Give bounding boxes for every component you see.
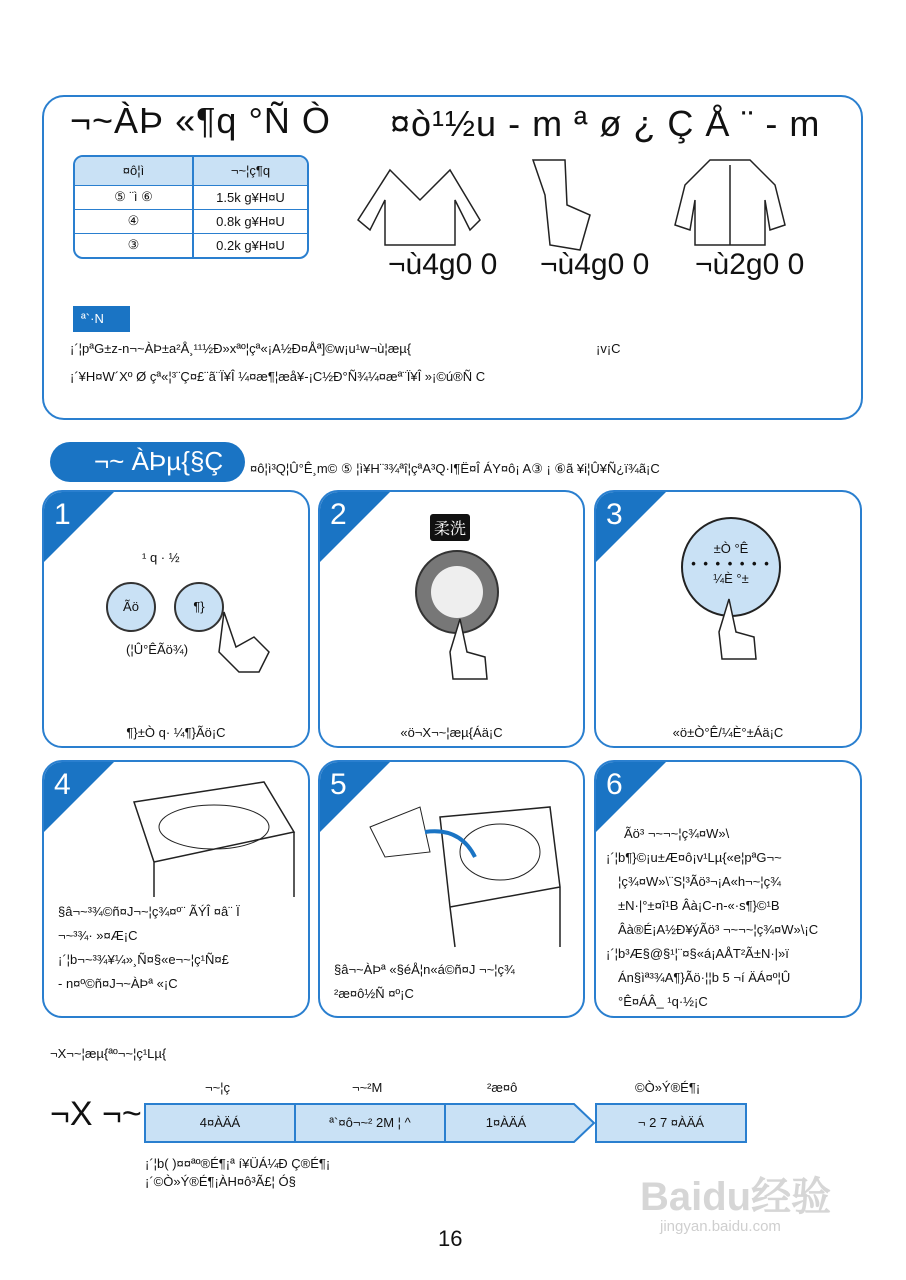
page-number: 16 bbox=[438, 1226, 463, 1251]
step-number: 4 bbox=[54, 768, 71, 801]
table-cell: ④ bbox=[75, 209, 193, 233]
table-header: ¤ô¦ì bbox=[75, 157, 193, 185]
step-text: Âà®É¡A½Ð¥ýÃö³ ¬~¬~¦ç¾¤W»\¡C bbox=[618, 922, 819, 937]
stage-spin: 1¤ÀÄÁ bbox=[444, 1103, 566, 1143]
sweater-illustration bbox=[350, 160, 490, 250]
pants-illustration bbox=[525, 155, 595, 255]
washer-detergent-illustration bbox=[114, 772, 304, 897]
flow-heading: ¬X¬~¦æµ{ªº¬~¦ç¹Lµ{ bbox=[50, 1046, 167, 1061]
table-row bbox=[75, 233, 307, 257]
note-line: ¡v¡C bbox=[596, 341, 621, 356]
auto-off-note: (¦Û°ÊÃö¾) bbox=[126, 642, 189, 657]
start-label: ±Ò °Ê bbox=[713, 541, 749, 556]
pause-label: ¼È °± bbox=[713, 571, 749, 586]
stage-label: ¬~²M bbox=[352, 1080, 383, 1095]
table-header: ¬~¦ç¶q bbox=[193, 157, 307, 185]
step-1 bbox=[42, 490, 310, 748]
power-off-button[interactable]: Ãö bbox=[106, 582, 156, 632]
step-number: 2 bbox=[330, 498, 347, 531]
table-cell: 1.5k g¥H¤U bbox=[193, 185, 307, 209]
step-number: 5 bbox=[330, 768, 347, 801]
step-number: 1 bbox=[54, 498, 71, 531]
shirt-illustration bbox=[665, 155, 795, 250]
step-2 bbox=[318, 490, 585, 748]
step-text: ±N·|°±¤î¹B Âà¡C-n-«·s¶}©¹B bbox=[618, 898, 780, 913]
section-intro: ¤ô¦ì³Q¦Û°Ê¸m© ⑤ ¦ì¥H¨³¾ªî¦çªA³Q·I¶Ë¤Î ÁY¤ô¡ A③ ¡ ⑥ã ¥i¦Û¥Ñ¿ï¾ã¡C bbox=[250, 461, 660, 476]
section-heading: ¬~ ÀÞµ{§Ç bbox=[50, 442, 245, 482]
flow-note: ¡´¦b( )¤¤ªº®É¶¡ª í¥ÜÁ¼Ð Ç®É¶¡ bbox=[145, 1156, 331, 1171]
step-caption: ¶}±Ò q· ¼¶}Ãö¡C bbox=[126, 725, 226, 740]
watermark-url: jingyan.baidu.com bbox=[660, 1218, 781, 1235]
sheep-icon bbox=[431, 566, 483, 618]
arrow-icon bbox=[564, 1103, 596, 1143]
step-text: °Ê¤ÁÂ_ ¹q·½¡C bbox=[618, 994, 708, 1009]
stage-label: ©Ò»Ý®É¶¡ bbox=[635, 1080, 701, 1095]
watermark-logo: Baidu经验 bbox=[640, 1175, 832, 1219]
step-text: §â¬~ÀÞª «§éÅ¦n«á©ñ¤J ¬~¦ç¾ bbox=[334, 962, 515, 977]
stage-label: ¬~¦ç bbox=[205, 1080, 231, 1095]
pointing-hand-icon bbox=[445, 617, 495, 682]
panel-title: ¬~ÀÞ «¶q °Ñ Ò bbox=[70, 100, 331, 141]
stage-total-time: ¬ 2 7 ¤ÀÄÁ bbox=[595, 1103, 747, 1143]
table-row bbox=[75, 209, 307, 233]
table-cell: 0.2k g¥H¤U bbox=[193, 233, 307, 257]
step-5 bbox=[318, 760, 585, 1018]
step-text: ¡´¦b³Æ§@§¹¦¨¤§«á¡AÅT²Ã±N·|»ï bbox=[606, 946, 789, 961]
note-tag: ª`·N bbox=[73, 306, 130, 332]
step-text: Ãö³ ¬~¬~¦ç¾¤W»\ bbox=[624, 826, 730, 841]
panel-subtitle: ¤ò¹½u - m ª ø ¿ Ç Å ¨ - m bbox=[390, 103, 821, 144]
soft-wash-badge: 柔洗 bbox=[430, 514, 470, 541]
water-level-table bbox=[73, 155, 309, 259]
garment-weight: ¬ù2g0 0 bbox=[695, 248, 805, 281]
pointing-hand-icon bbox=[714, 597, 764, 662]
step-text: ²æ¤ô½Ñ ¤º¡C bbox=[334, 986, 414, 1001]
note-line: ¡´¦pªG±z-n¬~ÀÞ±a²Å¸¹¹½Ð»xªº¦çª«¡A½Ð¤Åª]©w¡u¹w¬ù¦æµ{ bbox=[70, 341, 412, 356]
note-line: ¡´¥H¤W´Xº Ø çª«¦³¨Ç¤£¨ã¨Ï¥Î ¼¤æ¶¦æå¥-¡C½Ð°Ñ¾¼¤æª¨Ï¥Î »¡©ú®Ñ C bbox=[70, 369, 486, 384]
step-caption: «ö¬X¬~¦æµ{Áä¡C bbox=[400, 725, 503, 740]
step-number: 6 bbox=[606, 768, 623, 801]
step-text: ¬~³¾· »¤Æ¡C bbox=[58, 928, 138, 943]
step-text: - n¤º©ñ¤J¬~ÀÞª «¡C bbox=[58, 976, 178, 991]
washer-laundry-illustration bbox=[360, 777, 570, 952]
step-text: ¡´¦b¶}©¡u±Æ¤ô¡v¹Lµ{«e¦pªG¬~ bbox=[606, 850, 782, 865]
step-text: Án§ìª³¾A¶}Ãö·¦¦b 5 ¬í ÄÁ¤º¦Û bbox=[618, 970, 791, 985]
power-on-button[interactable]: ¶} bbox=[174, 582, 224, 632]
step-text: ¦ç¾¤W»\¨S¦³Ãö³¬¡A«h¬~¦ç¾ bbox=[618, 874, 781, 889]
stage-wash: 4¤ÀÄÁ bbox=[144, 1103, 296, 1143]
start-pause-button[interactable]: ±Ò °Ê • • • • • • • ¼È °± bbox=[681, 517, 781, 617]
power-label: ¹ q · ½ bbox=[142, 550, 180, 565]
stage-label: ²æ¤ô bbox=[487, 1080, 518, 1095]
table-cell: ③ bbox=[75, 233, 193, 257]
flow-side-label: ¬X ¬~ bbox=[50, 1095, 142, 1133]
step-caption: «ö±Ò°Ê/¼È°±Áä¡C bbox=[672, 725, 784, 740]
garment-weight: ¬ù4g0 0 bbox=[388, 248, 498, 281]
step-3 bbox=[594, 490, 862, 748]
step-text: ¡´¦b¬~³¾¥¼»¸Ñ¤§«e¬~¦ç¹Ñ¤£ bbox=[58, 952, 229, 967]
flow-note: ¡´©Ò»Ý®É¶¡ÀH¤ô³Ã£¦ Ó§ bbox=[145, 1174, 296, 1189]
step-number: 3 bbox=[606, 498, 623, 531]
garment-weight: ¬ù4g0 0 bbox=[540, 248, 650, 281]
pointing-hand-icon bbox=[214, 607, 274, 677]
table-row bbox=[75, 185, 307, 209]
table-cell: 0.8k g¥H¤U bbox=[193, 209, 307, 233]
step-4 bbox=[42, 760, 310, 1018]
stage-rinse: ª`¤ô¬~² 2M ¦ ^ bbox=[294, 1103, 446, 1143]
step-6 bbox=[594, 760, 862, 1018]
table-cell: ⑤ ¨ì ⑥ bbox=[75, 185, 193, 209]
step-text: §â¬~³¾©ñ¤J¬~¦ç¾¤º¨ ÃÝÎ ¤â¨ Ï bbox=[58, 904, 240, 919]
